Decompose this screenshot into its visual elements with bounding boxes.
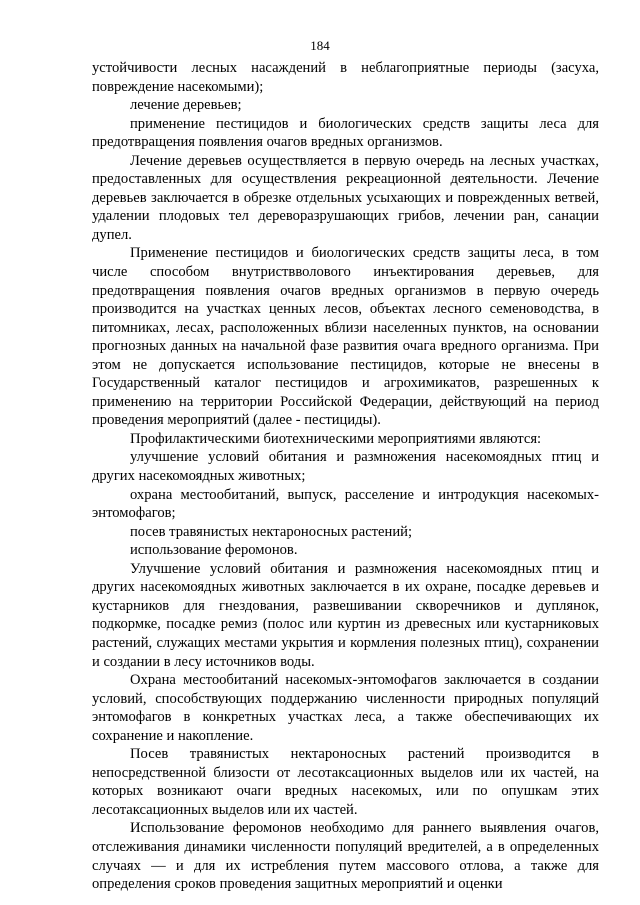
paragraph-pheromones: Использование феромонов необходимо для раннего выявления очагов, отслеживания динамики численности популяций вредителей, а в определенных случаях — и для их истребления путем массового отлова, а также для определения сроков проведения защитных мероприятий и оценки [92,820,599,893]
body-text [92,59,599,894]
paragraph-habitat-protection: Охрана местообитаний насекомых-энтомофагов заключается в создании условий, способствующих поддержанию численности природных популяций энтомофагов в конкретных участках леса, а также обеспечивающих их сохранение и накопление. [92,672,599,744]
list-item-habitat-protection: охрана местообитаний, выпуск, расселение и интродукция насекомых-энтомофагов; [92,486,599,522]
paragraph-biotechnical-heading: Профилактическими биотехническими мероприятиями являются: [130,430,542,447]
paragraph-tree-treatment: Лечение деревьев осуществляется в первую очередь на лесных участках, предоставленных для осуществления рекреационной деятельности. Лечение деревьев заключается в обрезке отдельных усыхающих и поврежденных ветвей, удалении плодовых тел дереворазрушающих грибов, лечении ран, санации дупел. [92,152,599,243]
paragraph-pesticides: Применение пестицидов и биологических средств защиты леса, в том числе способом внутриствволового инъектирования деревьев, для предотвращения появления очагов вредных организмов в первую очередь производится на участках ценных лесов, объектах лесного семеноводства, в питомниках, лесах, расположенных вблизи населенных пунктов, на основании прогнозных данных на начальной фазе развития очага вредного организма. При этом не допускается использование пестицидов, которые не внесены в Государственный каталог пестицидов и агрохимикатов, разрешенных к применению на территории Российской Федерации, действующий на период проведения мероприятий (далее - пестициды). [92,245,599,429]
list-item-tree-treatment: лечение деревьев; [130,97,242,114]
paragraph-nectar-plants: Посев травянистых нектароносных растений производится в непосредственной близости от лесотаксационных выделов или их частей, на которых возникают очаги вредных насекомых, или по опушкам этих лесотаксационных выделов или их частей. [92,746,599,818]
page-number: 184 [310,38,330,53]
list-item-pheromones: использование феромонов. [130,542,298,559]
list-item-pesticides: применение пестицидов и биологических средств защиты леса для предотвращения появления очагов вредных организмов. [92,115,599,151]
list-item-nectar-plants: посев травянистых нектароносных растений; [130,523,413,540]
list-item-bird-conditions: улучшение условий обитания и размножения насекомоядных птиц и других насекомоядных животных; [92,449,599,485]
paragraph-bird-conditions: Улучшение условий обитания и размножения насекомоядных птиц и других насекомоядных животных заключается в их охране, посадке деревьев и кустарников для гнездования, развешивании скворечников и дуплянок, подкормке, посадке ремиз (полос или куртин из древесных или кустарниковых растений, служащих местами укрытия и кормления полезных птиц), сохранении и создании в лесу источников воды. [92,560,599,670]
paragraph-continuation: устойчивости лесных насаждений в неблагоприятные периоды (засуха, повреждение насекомыми); [92,60,599,95]
